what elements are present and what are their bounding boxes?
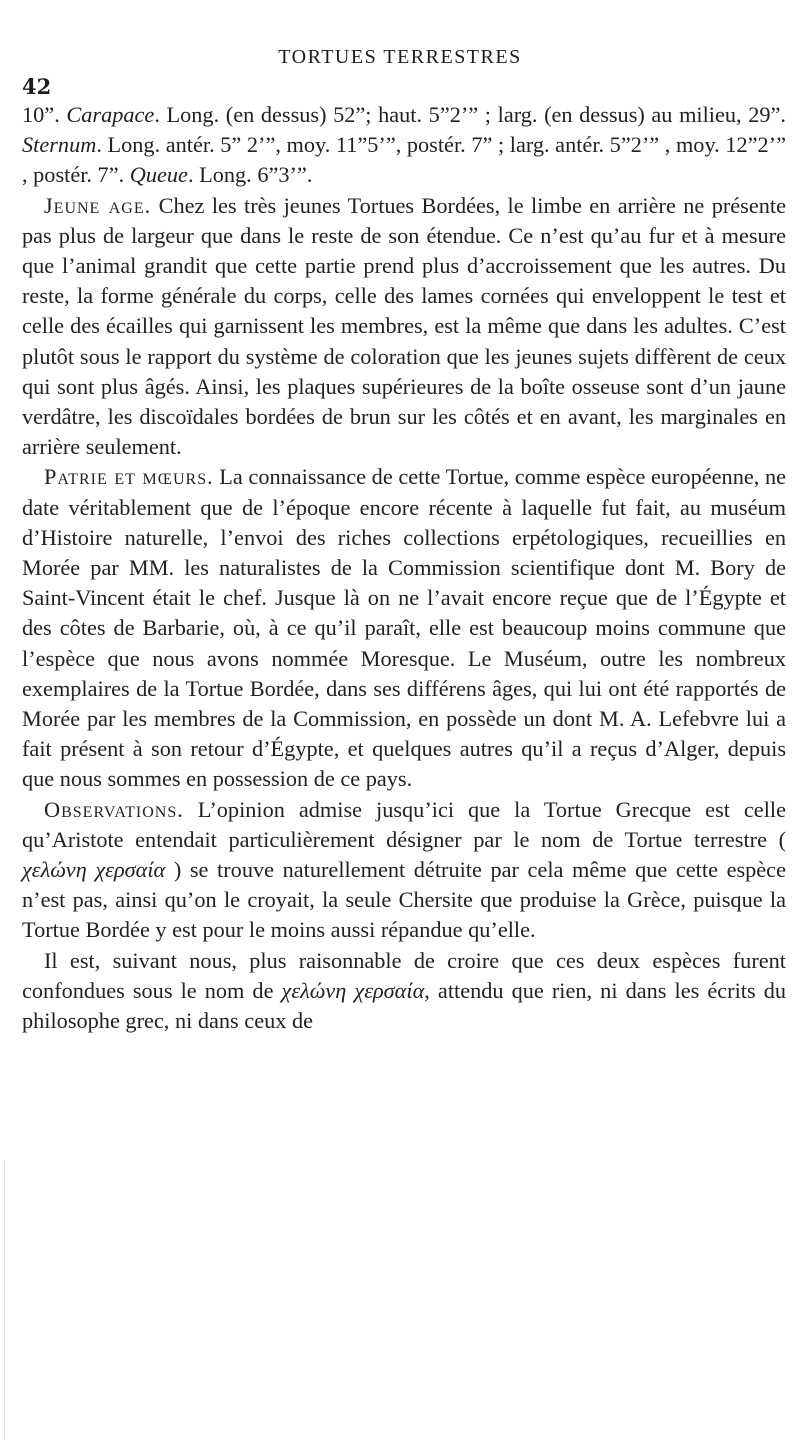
measurements-paragraph: [22, 100, 786, 191]
paragraph-text: , attendu que rien, ni dans les écrits du philosophe grec, ni dans ceux de: [22, 977, 786, 1034]
running-head: TORTUES TERRESTRES: [278, 46, 522, 68]
greek-term: χελώνη χερσαία: [281, 977, 425, 1003]
measurements-text: . Long. 6”3’”.: [187, 162, 313, 188]
paragraph-text: Il est, suivant nous, plus raisonnable de croire que ces deux espèces furent confondues sous le nom de: [22, 947, 786, 1003]
measurements-text: . Long. antér. 5” 2’”, moy. 11”5’”, postér. 7” ; larg. antér. 5”2’” , moy. 12”2’” , postér. 7”.: [22, 132, 786, 188]
final-paragraph: [22, 946, 786, 1037]
paragraph-text: L’opinion admise jusqu’ici que la Tortue Grecque est celle qu’Aristote entendait particulièrement désigner par le nom de Tortue terrestre (: [22, 796, 786, 852]
page-number: 42: [22, 74, 52, 99]
jeune-age-paragraph: [22, 191, 786, 463]
section-heading-observations: Observations.: [44, 796, 184, 822]
body-text: [22, 100, 786, 1036]
paragraph-text: La connaissance de cette Tortue, comme espèce européenne, ne date véritablement que de l’époque encore récente à laquelle fut fait, au muséum d’Histoire naturelle, l’envoi des riches collections erpétologiques, recueillies en Morée par MM. les naturalistes de la Commission scientifique dont M. Bory de Saint-Vincent était le chef. Jusque là on ne l’avait encore reçue que de l’Égypte et des côtes de Barbarie, où, à ce qu’il paraît, elle est beaucoup moins commune que l’espèce que nous avons nommée Moresque. Le Muséum, outre les nombreux exemplaires de la Tortue Bordée, dans ses différens âges, qui lui ont été rapportés de Morée par les membres de la Commission, en possède un dont M. A. Lefebvre lui a fait présent à son retour d’Égypte, et quelques autres qu’il a reçus d’Alger, depuis que nous sommes en possession de ce pays.: [22, 464, 786, 792]
paragraph-text: Chez les très jeunes Tortues Bordées, le limbe en arrière ne présente pas plus de largeur que dans le reste de son étendue. Ce n’est qu’au fur et à mesure que l’animal grandit que cette partie prend plus d’accroissement que les autres. Du reste, la forme générale du corps, celle des lames cornées qui enveloppent le test et celle des écailles qui garnissent les membres, est la même que dans les adultes. C’est plutôt sous le rapport du système de coloration que les jeunes sujets diffèrent de ceux qui sont plus âgés. Ainsi, les plaques supérieures de la boîte osseuse sont d’un jaune verdâtre, les discoïdales bordées de brun sur les côtés et en avant, les marginales en arrière seulement.: [22, 192, 786, 460]
section-heading-patrie: Patrie et mœurs.: [44, 464, 214, 490]
greek-term: χελώνη χερσαία: [22, 857, 166, 883]
label-carapace: Carapace: [66, 102, 155, 127]
measurements-text: . Long. (en dessus) 52”; haut. 5”2’” ; larg. (en dessus) au milieu, 29”.: [154, 102, 786, 127]
label-queue: Queue: [129, 162, 188, 188]
measurements-text: 10”.: [22, 102, 67, 127]
paragraph-text: ) se trouve naturellement détruite par cela même que cette espèce n’est pas, ainsi qu’on le croyait, la seule Chersite que produise la Grèce, puisque la Tortue Bordée y est pour le moins aussi répandue qu’elle.: [22, 857, 786, 943]
section-heading-jeune-age: Jeune age.: [44, 192, 152, 218]
label-sternum: Sternum: [22, 132, 97, 158]
margin-crease: [4, 1160, 5, 1440]
patrie-paragraph: [22, 462, 786, 794]
observations-paragraph: [22, 795, 786, 946]
